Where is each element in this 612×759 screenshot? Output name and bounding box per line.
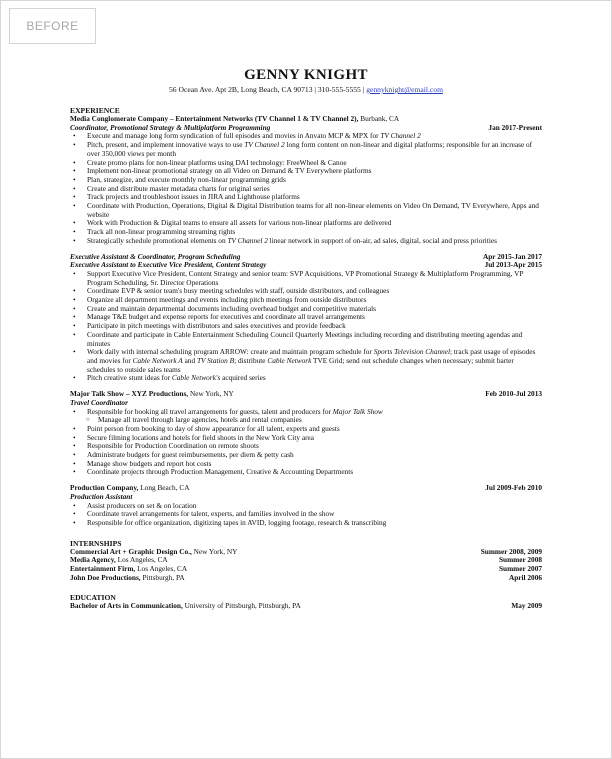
job-bullets xyxy=(70,502,542,528)
company-location: Burbank, CA xyxy=(358,114,400,123)
job-title: Travel Coordinator xyxy=(70,397,128,407)
job-title: Production Assistant xyxy=(70,491,133,501)
bullet-item: • Administrate budgets for guest reimbursements, per diem & petty cash xyxy=(70,451,542,460)
job-bullets xyxy=(70,132,542,245)
degree: Bachelor of Arts in Communication, xyxy=(70,601,183,611)
job-bullets xyxy=(70,408,542,478)
bullet-item: • Coordinate travel arrangements for talent, experts, and families involved in the show xyxy=(70,510,542,519)
internship-org: John Doe Productions, xyxy=(70,572,141,582)
bullet-item: • Create and maintain departmental documents including overhead budget and competitive materials xyxy=(70,305,542,314)
bullet-item: • Responsible for office organization, digitizing tapes in AVID, logging footage, research & transcribing xyxy=(70,519,542,528)
email-link[interactable]: gennyknight@email.com xyxy=(366,85,443,94)
education-row xyxy=(70,602,542,611)
job-title: Executive Assistant & Coordinator, Program Scheduling xyxy=(70,251,241,261)
contact-line xyxy=(70,85,542,95)
internship-org: Media Agency, xyxy=(70,555,116,565)
bullet-item: • Pitch, present, and implement innovative ways to use TV Channel 2 long form content on non-linear and digital platforms; responsible for an increase of over 350,000 views per month xyxy=(70,141,542,158)
internship-dates: Summer 2007 xyxy=(498,564,542,574)
phone: 310-555-5555 xyxy=(317,85,361,94)
company-location: Long Beach, CA xyxy=(138,483,190,493)
bullet-item: • Work daily with internal scheduling program ARROW: create and maintain program schedule for Sports Television Channel; track past usage of episodes and movies for Cable Network A and TV Station B; distribute Cable Network TVE Grid; send out schedule changes when necessary; submit barter schedules to outside sales teams xyxy=(70,348,542,374)
bullet-item: • Organize all department meetings and events including pitch meetings from outside distributors xyxy=(70,296,542,305)
company-name: Production Company, xyxy=(70,483,139,493)
bullet-item: • Work with Production & Digital teams to ensure all assets for various non-linear platforms are delivered xyxy=(70,219,542,228)
before-label: BEFORE xyxy=(9,8,96,44)
internship-org: Commercial Art + Graphic Design Co., xyxy=(70,546,192,556)
bullet-item: • Manage T&E budget and expense reports for executives and coordinate all travel arrangements xyxy=(70,313,542,322)
job-dates: Feb 2010-Jul 2013 xyxy=(485,389,542,399)
company-location: New York, NY xyxy=(188,389,234,399)
internship-org: Entertainment Firm, xyxy=(70,564,136,574)
school: University of Pittsburgh, Pittsburgh, PA xyxy=(182,601,301,611)
separator: | xyxy=(360,85,367,94)
education-dates: May 2009 xyxy=(511,601,542,611)
internship-location: Los Angeles, CA xyxy=(135,564,188,574)
bullet-item: • Execute and manage long form syndication of full episodes and movies in Anvato MCP & MPX for TV Channel 2 xyxy=(70,132,542,141)
bullet-item: • Create promo plans for non-linear platforms using DAI technology: FreeWheel & Canoe xyxy=(70,159,542,168)
job-bullets xyxy=(70,270,542,383)
bullet-item: • Coordinate with Production, Operations, Digital & Digital Distribution teams for all non-linear elements on Video On Demand, TV Everywhere, Apps and website xyxy=(70,202,542,219)
internship-dates: April 2006 xyxy=(508,572,542,582)
bullet-item: • Plan, strategize, and execute monthly non-linear programming grids xyxy=(70,176,542,185)
job-dates: Jan 2017-Present xyxy=(488,122,542,132)
job-dates: Jul 2013-Apr 2015 xyxy=(484,260,542,270)
company-name: Media Conglomerate Company – Entertainment Networks (TV Channel 1 & TV Channel 2), xyxy=(70,114,359,123)
bullet-item: • Point person from booking to day of show appearance for all talent, experts and guests xyxy=(70,425,542,434)
job-dates: Apr 2015-Jan 2017 xyxy=(482,251,542,261)
internship-location: New York, NY xyxy=(191,546,238,556)
address: 56 Ocean Ave. Apt 2B, Long Beach, CA 90713 xyxy=(169,85,313,94)
bullet-item: • Support Executive Vice President, Content Strategy and senior team: SVP Acquisitions, VP Promotional Strategy & Multiplatform Programming, VP Program Scheduling, Sr. Director Operations xyxy=(70,270,542,287)
internship-dates: Summer 2008, 2009 xyxy=(480,546,542,556)
bullet-item: • Strategically schedule promotional elements on TV Channel 2 linear network in support of on-air, ad sales, digital, social and press priorities xyxy=(70,237,542,246)
bullet-item: • Track projects and troubleshoot issues in JIRA and Lighthouse platforms xyxy=(70,193,542,202)
bullet-item: • Implement non-linear promotional strategy on all Video on Demand & TV Everywhere platforms xyxy=(70,167,542,176)
bullet-item: • Coordinate projects through Production Management, Creative & Accounting Departments xyxy=(70,468,542,477)
bullet-item: • Manage show budgets and report hot costs xyxy=(70,460,542,469)
internships-heading: INTERNSHIPS xyxy=(70,538,122,548)
bullet-item: • Pitch creative stunt ideas for Cable Network's acquired series xyxy=(70,374,542,383)
internship-dates: Summer 2008 xyxy=(498,555,542,565)
separator: | xyxy=(312,85,318,94)
resume-document xyxy=(70,66,542,611)
internship-location: Pittsburgh, PA xyxy=(140,572,185,582)
bullet-item: • Responsible for booking all travel arrangements for guests, talent and producers for Major Talk Show xyxy=(70,408,542,417)
bullet-item: • Coordinate EVP & senior team's busy meeting schedules with staff, outside distributors, and colleagues xyxy=(70,287,542,296)
company-name: Major Talk Show – XYZ Productions, xyxy=(70,389,189,399)
experience-heading: EXPERIENCE xyxy=(70,106,120,115)
internship-row xyxy=(70,574,542,583)
internship-location: Los Angeles, CA xyxy=(115,555,168,565)
job-title: Coordinator, Promotional Strategy & Multiplatform Programming xyxy=(70,122,271,132)
internship-list xyxy=(70,548,542,583)
job-dates: Jul 2009-Feb 2010 xyxy=(485,483,542,493)
sub-bullet-item: ○ Manage all travel through large agencies, hotels and rental companies xyxy=(70,416,542,425)
bullet-item: • Coordinate and participate in Cable Entertainment Scheduling Council Quarterly Meetings including recording and distributing meeting agendas and minutes xyxy=(70,331,542,348)
bullet-item: • Secure filming locations and hotels for field shoots in the New York City area xyxy=(70,434,542,443)
job-major-talk-show xyxy=(70,390,542,477)
education-heading: EDUCATION xyxy=(70,593,116,603)
bullet-item: • Responsible for Production Coordination on remote shoots xyxy=(70,442,542,451)
bullet-item: • Participate in pitch meetings with distributors and sales executives and provide feedback xyxy=(70,322,542,331)
job-title: Executive Assistant to Executive Vice President, Content Strategy xyxy=(70,260,267,270)
job-production-company xyxy=(70,484,542,528)
bullet-item: • Track all non-linear programming streaming rights xyxy=(70,228,542,237)
job-media-conglomerate xyxy=(70,115,542,246)
candidate-name: GENNY KNIGHT xyxy=(244,67,368,83)
job-executive-assistant xyxy=(70,253,542,384)
bullet-item: • Create and distribute master metadata charts for original series xyxy=(70,185,542,194)
bullet-item: • Assist producers on set & on location xyxy=(70,502,542,511)
